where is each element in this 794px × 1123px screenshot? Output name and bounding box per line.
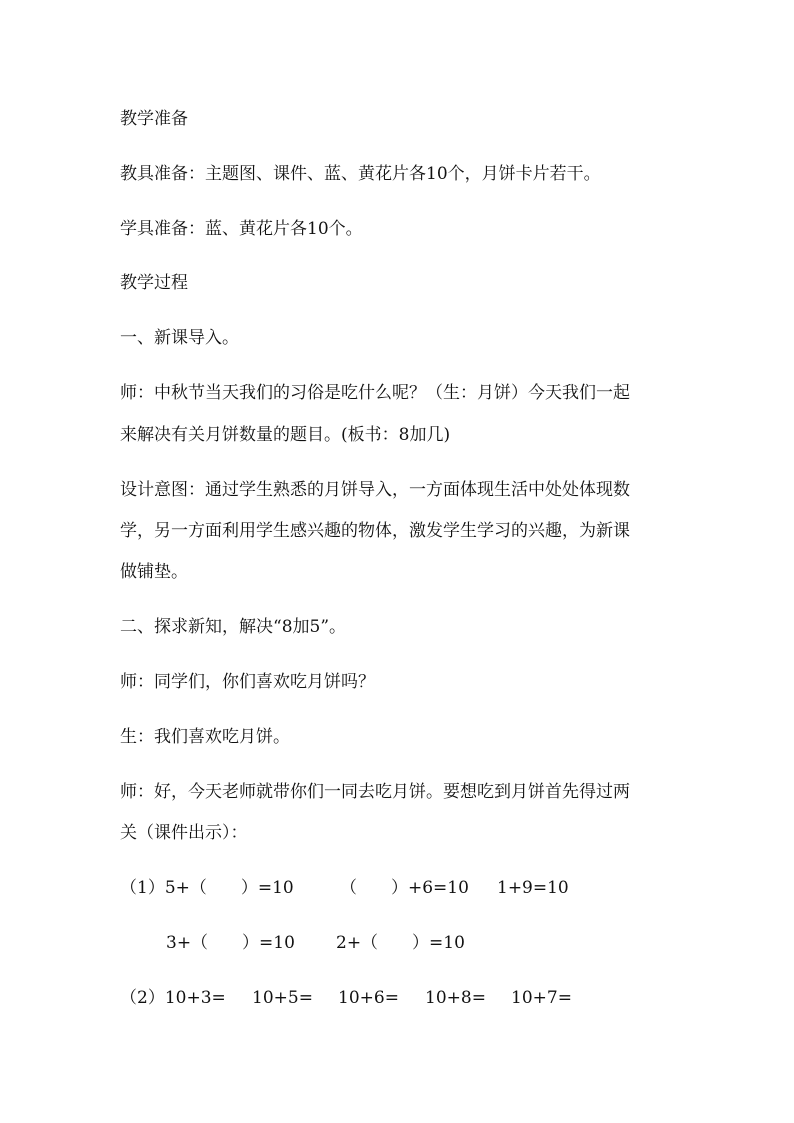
exercise-2a: （2）10+3= [120,988,226,1008]
exercise-2c: 10+6= [338,988,399,1008]
paragraph-design-intent-line3: 做铺垫。 [120,562,188,582]
paragraph-student-answer: 生：我们喜欢吃月饼。 [120,727,290,747]
exercise-2e: 10+7= [511,988,572,1008]
section-heading-explore: 二、探求新知，解决“8加5”。 [120,617,347,637]
exercise-1e: 2+（ ）=10 [336,933,465,953]
heading-teaching-preparation: 教学准备 [120,109,188,129]
paragraph-student-aids: 学具准备：蓝、黄花片各10个。 [120,219,363,239]
paragraph-teacher-question-line1: 师：中秋节当天我们的习俗是吃什么呢？（生：月饼）今天我们一起 [120,383,630,403]
exercise-1b: （ ）+6=10 [340,878,469,898]
exercise-1d: 3+（ ）=10 [166,933,295,953]
section-heading-introduction: 一、新课导入。 [120,328,239,348]
paragraph-teaching-aids: 教具准备：主题图、课件、蓝、黄花片各10个，月饼卡片若干。 [120,164,601,184]
exercise-1c: 1+9=10 [497,878,569,898]
exercise-1a: （1）5+（ ）=10 [120,878,294,898]
paragraph-design-intent-line2: 学，另一方面利用学生感兴趣的物体，激发学生学习的兴趣，为新课 [120,521,630,541]
exercise-2b: 10+5= [252,988,313,1008]
paragraph-teacher-intro-line1: 师：好，今天老师就带你们一同去吃月饼。要想吃到月饼首先得过两 [120,782,630,802]
paragraph-teacher-question-line2: 来解决有关月饼数量的题目。(板书：8加几) [120,425,451,445]
exercise-2d: 10+8= [425,988,486,1008]
paragraph-design-intent-line1: 设计意图：通过学生熟悉的月饼导入，一方面体现生活中处处体现数 [120,480,630,500]
heading-teaching-process: 教学过程 [120,273,188,293]
paragraph-teacher-ask: 师：同学们，你们喜欢吃月饼吗？ [120,672,375,692]
paragraph-teacher-intro-line2: 关（课件出示）： [120,823,248,843]
